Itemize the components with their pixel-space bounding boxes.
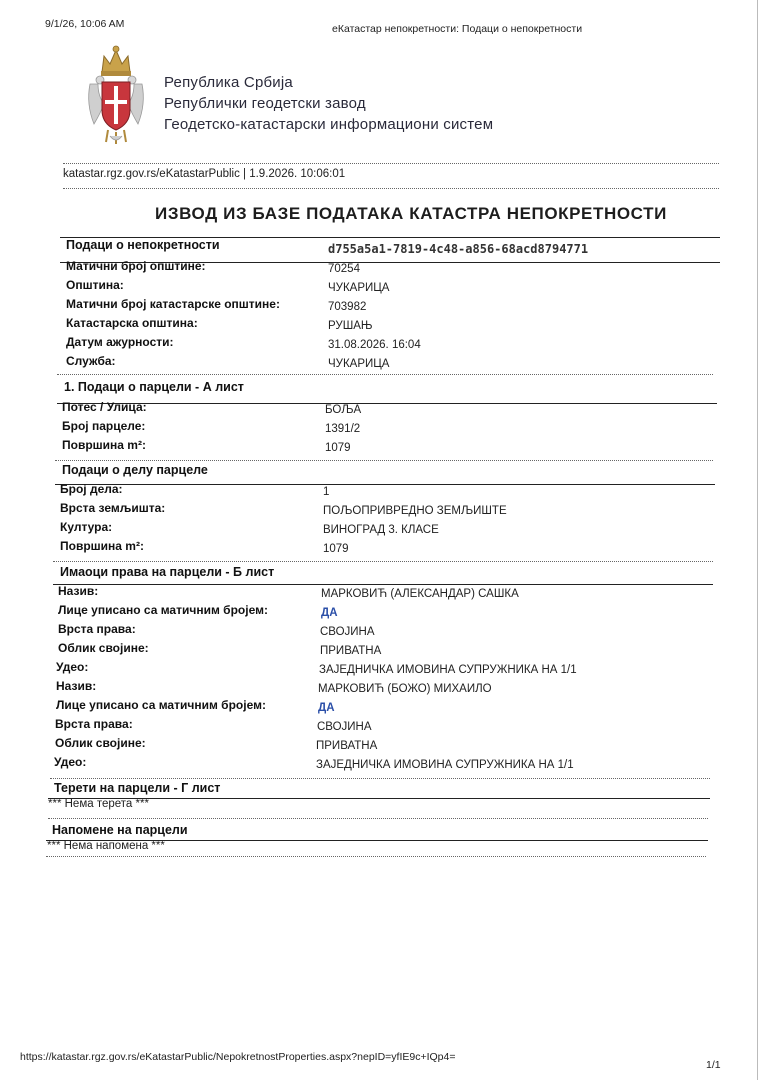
divider bbox=[48, 818, 708, 819]
print-datetime: 9/1/26, 10:06 AM bbox=[45, 18, 125, 30]
row-label: Удео: bbox=[54, 755, 87, 769]
registered-flag: ДА bbox=[321, 607, 338, 619]
row-value: ЗАЈЕДНИЧКА ИМОВИНА СУПРУЖНИКА НА 1/1 bbox=[316, 759, 574, 771]
row-value: 1079 bbox=[325, 442, 351, 454]
row-value: 1079 bbox=[323, 543, 349, 555]
header-institute: Републички геодетски завод bbox=[164, 95, 366, 112]
divider bbox=[57, 374, 713, 375]
row-label: Служба: bbox=[66, 354, 116, 368]
section-rule bbox=[53, 584, 713, 585]
print-footer-url: https://katastar.rgz.gov.rs/eKatastarPublic/NepokretnostProperties.aspx?nepID=yfIE9c+IQp4= bbox=[20, 1051, 456, 1063]
divider bbox=[55, 460, 713, 461]
row-value: СВОЈИНА bbox=[317, 721, 372, 733]
row-value: 1 bbox=[323, 486, 330, 498]
divider bbox=[50, 778, 710, 779]
row-label: Површина m²: bbox=[62, 438, 146, 452]
row-label: Општина: bbox=[66, 278, 124, 292]
divider bbox=[53, 561, 713, 562]
row-label: Облик својине: bbox=[55, 736, 146, 750]
row-value: 31.08.2026. 16:04 bbox=[328, 339, 421, 351]
row-label: Назив: bbox=[58, 584, 99, 598]
source-line: katastar.rgz.gov.rs/eKatastarPublic | 1.9.2026. 10:06:01 bbox=[63, 168, 346, 180]
row-label: Назив: bbox=[56, 679, 97, 693]
parcel-part-heading: Подаци о делу парцеле bbox=[62, 463, 208, 477]
notes-heading: Напомене на парцели bbox=[52, 823, 188, 837]
property-heading: Подаци о непокретности bbox=[66, 238, 220, 252]
row-value: МАРКОВИЋ (БОЖО) МИХАИЛО bbox=[318, 683, 492, 695]
row-label: Врста земљишта: bbox=[60, 501, 166, 515]
row-label: Матични број катастарске општине: bbox=[66, 297, 280, 311]
parcel-heading: 1. Подаци о парцели - А лист bbox=[64, 380, 244, 394]
row-label: Матични број општине: bbox=[66, 259, 206, 273]
row-value: РУШАЊ bbox=[328, 320, 373, 332]
row-label: Лице уписано са матичним бројем: bbox=[56, 698, 266, 712]
burdens-text: *** Нема терета *** bbox=[48, 798, 149, 810]
row-value: 1391/2 bbox=[325, 423, 361, 435]
row-label: Врста права: bbox=[55, 717, 133, 731]
row-label: Култура: bbox=[60, 520, 113, 534]
row-value: 703982 bbox=[328, 301, 367, 313]
row-label: Број дела: bbox=[60, 482, 123, 496]
row-value: ПОЉОПРИВРЕДНО ЗЕМЉИШТЕ bbox=[323, 505, 507, 517]
section-rule bbox=[55, 484, 715, 485]
burdens-heading: Терети на парцели - Г лист bbox=[54, 781, 221, 795]
registered-flag: ДА bbox=[318, 702, 335, 714]
row-label: Датум ажурности: bbox=[66, 335, 174, 349]
row-value: ЧУКАРИЦА bbox=[328, 358, 390, 370]
row-label: Врста права: bbox=[58, 622, 136, 636]
header-republic: Република Србија bbox=[164, 74, 293, 91]
divider bbox=[63, 163, 719, 164]
row-value: 70254 bbox=[328, 263, 360, 275]
row-label: Удео: bbox=[56, 660, 89, 674]
row-label: Катастарска општина: bbox=[66, 316, 198, 330]
row-value: ПРИВАТНА bbox=[320, 645, 382, 657]
coat-of-arms-icon bbox=[84, 44, 148, 148]
row-value: МАРКОВИЋ (АЛЕКСАНДАР) САШКА bbox=[321, 588, 519, 600]
row-label: Облик својине: bbox=[58, 641, 149, 655]
row-value: ВИНОГРАД 3. КЛАСЕ bbox=[323, 524, 439, 536]
section-rule bbox=[57, 403, 717, 404]
row-value: СВОЈИНА bbox=[320, 626, 375, 638]
notes-text: *** Нема напомена *** bbox=[47, 840, 165, 852]
print-page-number: 1/1 bbox=[706, 1059, 721, 1071]
row-label: Потес / Улица: bbox=[62, 400, 147, 414]
owners-heading: Имаоци права на парцели - Б лист bbox=[60, 565, 275, 579]
print-page-title: еКатастар непокретности: Подаци о непокретности bbox=[332, 23, 583, 35]
divider bbox=[63, 188, 719, 189]
row-value: ЧУКАРИЦА bbox=[328, 282, 390, 294]
page-edge bbox=[757, 0, 758, 1080]
row-value: ПРИВАТНА bbox=[316, 740, 378, 752]
row-label: Површина m²: bbox=[60, 539, 144, 553]
row-value: ЗАЈЕДНИЧКА ИМОВИНА СУПРУЖНИКА НА 1/1 bbox=[319, 664, 577, 676]
document-title: ИЗВОД ИЗ БАЗЕ ПОДАТАКА КАТАСТРА НЕПОКРЕТНОСТИ bbox=[155, 204, 667, 223]
property-id: d755a5a1-7819-4c48-a856-68acd8794771 bbox=[328, 242, 589, 256]
divider bbox=[46, 856, 706, 857]
header-system: Геодетско-катастарски информациони систем bbox=[164, 116, 494, 133]
row-value: БОЉА bbox=[325, 404, 362, 416]
row-label: Лице уписано са матичним бројем: bbox=[58, 603, 268, 617]
row-label: Број парцеле: bbox=[62, 419, 146, 433]
